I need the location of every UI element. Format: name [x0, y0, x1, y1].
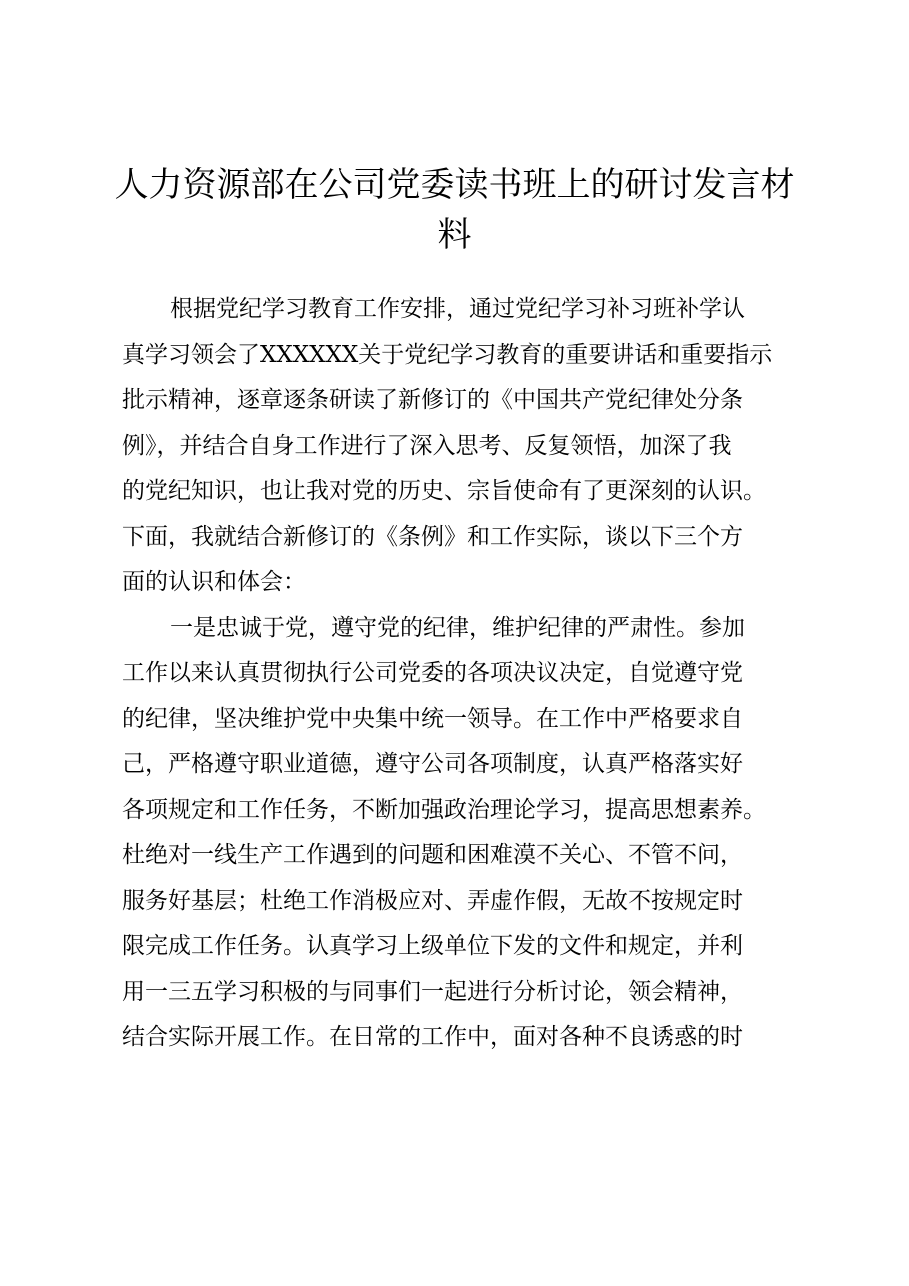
paragraph-line: 面的认识和体会：: [122, 569, 306, 595]
paragraph-line: 真学习领会了XXXXXX关于党纪学习教育的重要讲话和重要指示: [122, 341, 773, 368]
paragraph-line: 杜绝对一线生产工作遇到的问题和困难漠不关心、不管不问，: [122, 842, 743, 868]
paragraph-line: 各项规定和工作任务，不断加强政治理论学习，提高思想素养。: [122, 796, 766, 823]
paragraph-line: 的党纪知识，也让我对党的历史、宗旨使命有了更深刻的认识。: [122, 478, 766, 504]
paragraph-line: 例》，并结合自身工作进行了深入思考、反复领悟，加深了我: [122, 432, 732, 459]
paragraph-2: [122, 606, 822, 1061]
paragraph-line: 一是忠诚于党，遵守党的纪律，维护纪律的严肃性。参加: [170, 614, 745, 641]
paragraph-line: 根据党纪学习教育工作安排，通过党纪学习补习班补学认: [170, 296, 745, 322]
paragraph-line: 结合实际开展工作。在日常的工作中，面对各种不良诱惑的时: [122, 1024, 743, 1050]
paragraph-line: 用一三五学习积极的与同事们一起进行分析讨论，领会精神，: [122, 978, 743, 1005]
paragraph-line: 的纪律，坚决维护党中央集中统一领导。在工作中严格要求自: [122, 705, 743, 732]
paragraph-line: 己，严格遵守职业道德，遵守公司各项制度，认真严格落实好: [122, 751, 743, 777]
paragraph-line: 限完成工作任务。认真学习上级单位下发的文件和规定，并利: [122, 933, 743, 959]
title-line: 料: [437, 215, 472, 255]
paragraph-1: [122, 287, 822, 606]
title-line: 人力资源部在公司党委读书班上的研讨发言材: [114, 165, 795, 205]
document-body: [122, 287, 822, 1061]
paragraph-line: 服务好基层；杜绝工作消极应对、弄虚作假，无故不按规定时: [122, 887, 743, 914]
paragraph-line: 批示精神，逐章逐条研读了新修订的《中国共产党纪律处分条: [122, 387, 743, 413]
document-title: [110, 160, 799, 260]
paragraph-line: 工作以来认真贯彻执行公司党委的各项决议决定，自觉遵守党: [122, 660, 743, 686]
paragraph-line: 下面，我就结合新修订的《条例》和工作实际，谈以下三个方: [122, 523, 743, 550]
